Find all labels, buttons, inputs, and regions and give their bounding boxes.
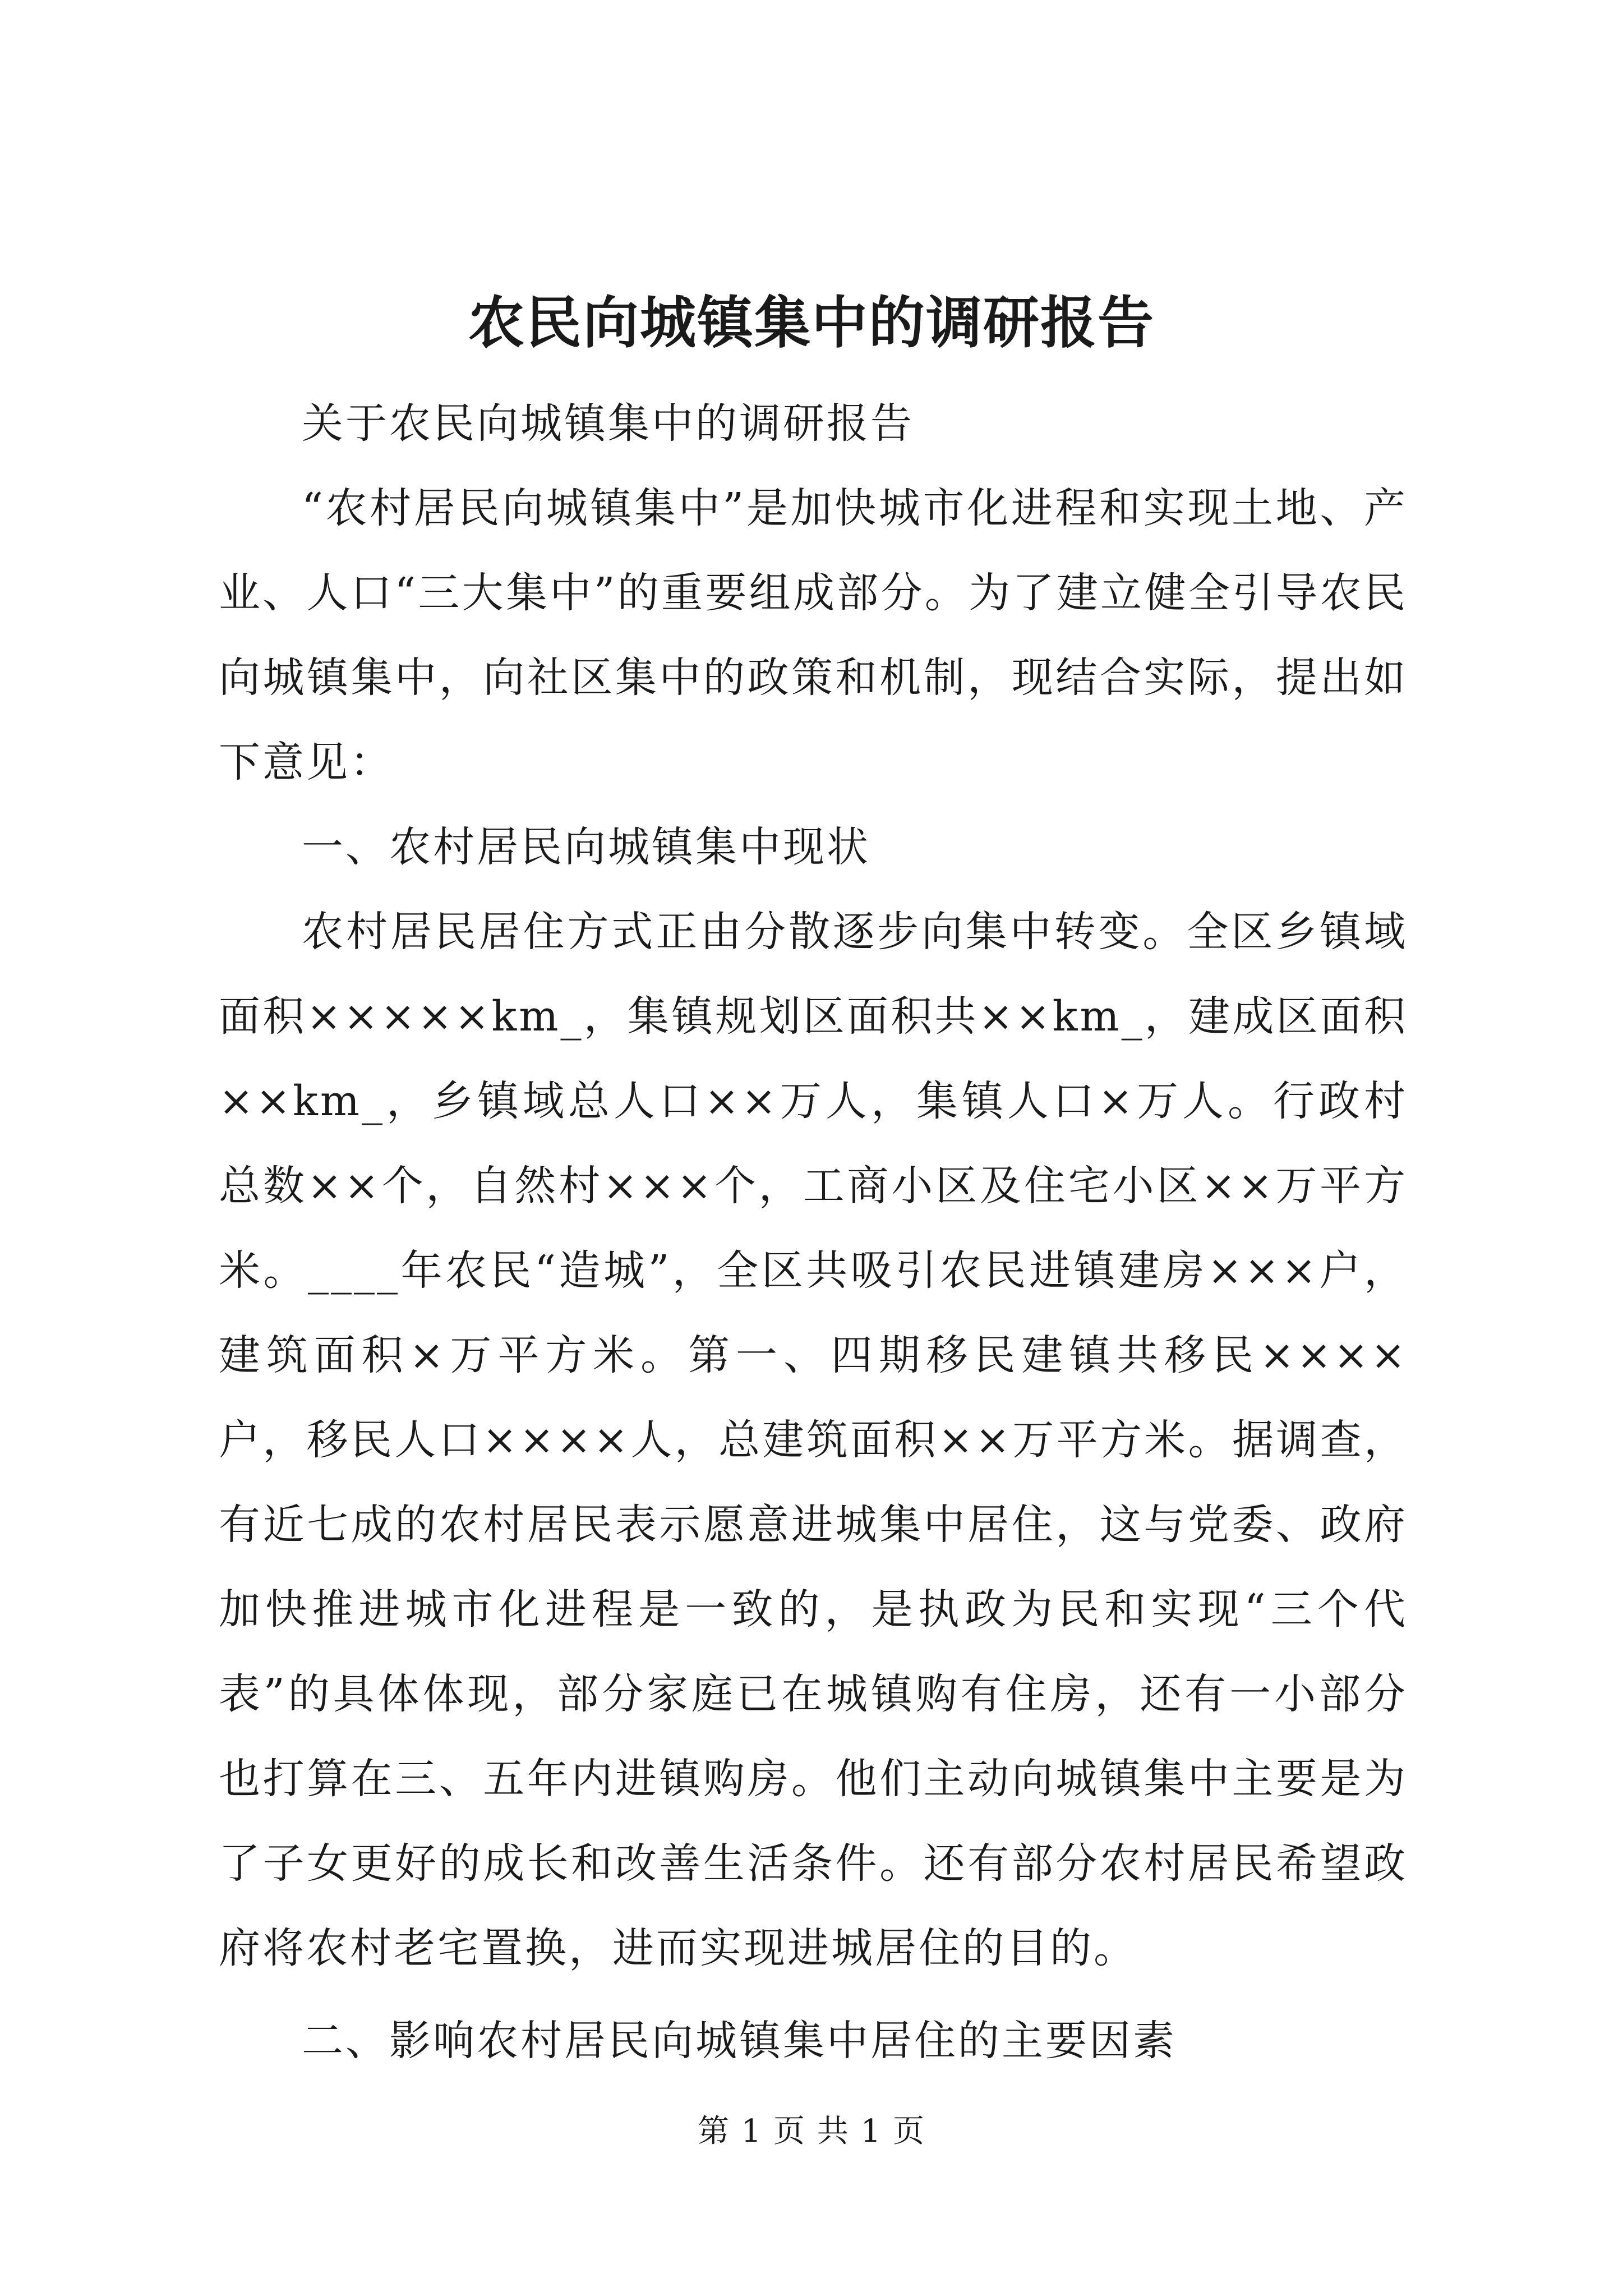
intro-paragraph: “农村居民向城镇集中”是加快城市化进程和实现土地、产业、人口“三大集中”的重要组成部分。为了建立健全引导农民向城镇集中，向社区集中的政策和机制，现结合实际，提出如下意见： xyxy=(219,484,1408,786)
status-paragraph: 农村居民居住方式正由分散逐步向集中转变。全区乡镇域面积×××××km_，集镇规划区面积共××km_，建成区面积××km_，乡镇域总人口××万人，集镇人口×万人。行政村总数××个，自然村×××个，工商小区及住宅小区××万平方米。____年农民“造城”，全区共吸引农民进镇建房×××户，建筑面积×万平方米。第一、四期移民建镇共移民××××户，移民人口××××人，总建筑面积××万平方米。据调查，有近七成的农村居民表示愿意进城集中居住，这与党委、政府加快推进城市化进程是一致的，是执政为民和实现“三个代表”的具体体现，部分家庭已在城镇购有住房，还有一小部分也打算在三、五年内进镇购房。他们主动向城镇集中主要是为了子女更好的成长和改善生活条件。还有部分农村居民希望政府将农村老宅置换，进而实现进城居住的目的。 xyxy=(219,908,1408,1972)
document-title: 农民向城镇集中的调研报告 xyxy=(468,289,1155,356)
page-footer: 第 1 页 共 1 页 xyxy=(697,2113,926,2150)
document-body xyxy=(219,381,1408,2083)
section-heading-2: 二、影响农村居民向城镇集中居住的主要因素 xyxy=(302,2017,1177,2065)
subtitle-paragraph: 关于农民向城镇集中的调研报告 xyxy=(302,399,914,448)
section-heading-1: 一、农村居民向城镇集中现状 xyxy=(302,823,870,871)
